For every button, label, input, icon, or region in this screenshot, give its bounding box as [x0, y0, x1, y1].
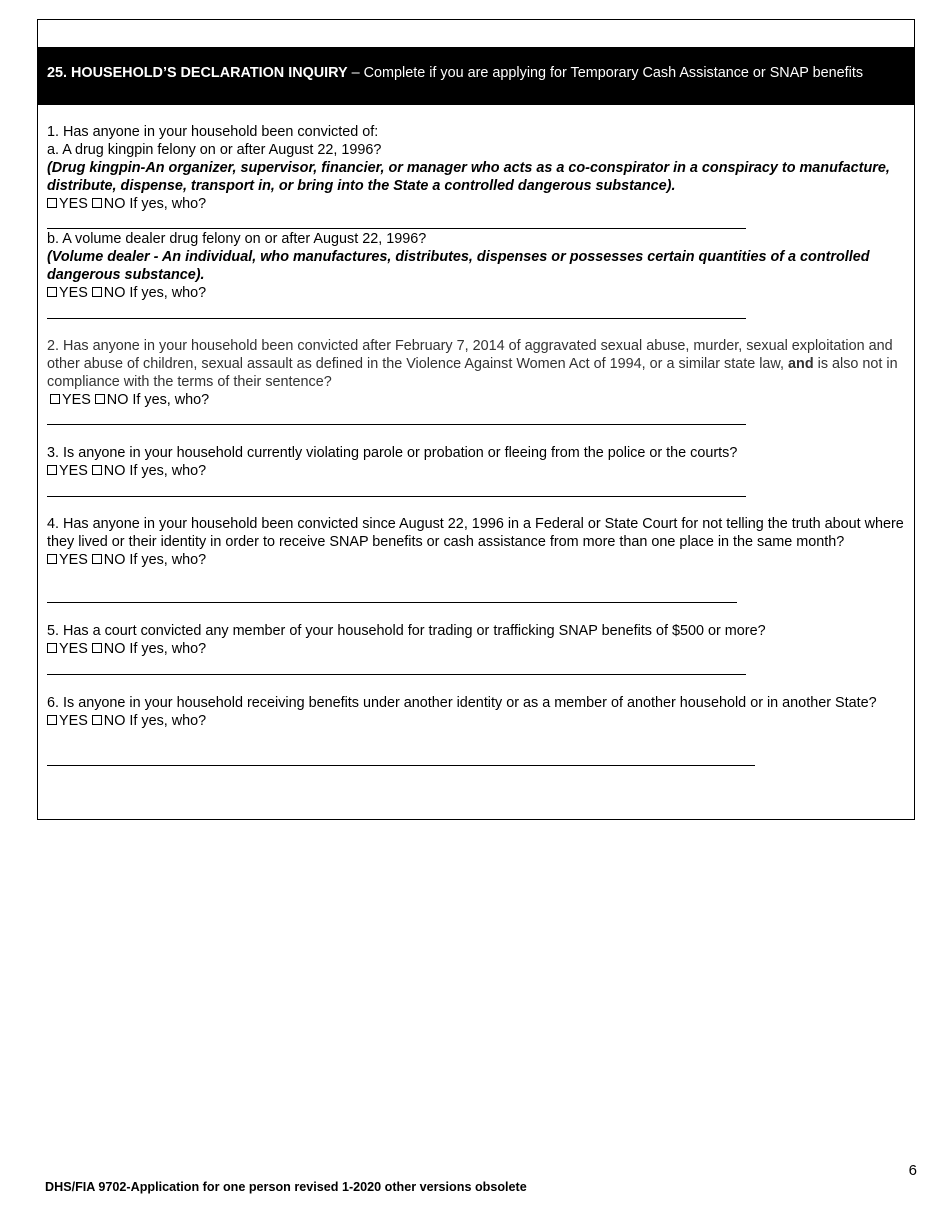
yes-label: YES [59, 713, 88, 729]
no-label: NO [103, 285, 126, 301]
if-yes-label: If yes, who? [132, 392, 210, 408]
form-footer: DHS/FIA 9702-Application for one person revised 1-2020 other versions obsolete [45, 1180, 527, 1194]
no-label: NO [106, 392, 129, 408]
no-checkbox[interactable] [92, 715, 102, 725]
yes-checkbox[interactable] [47, 554, 57, 564]
no-checkbox[interactable] [92, 287, 102, 297]
page-number: 6 [908, 1162, 917, 1179]
section-title: 25. HOUSEHOLD’S DECLARATION INQUIRY [47, 65, 348, 81]
no-checkbox[interactable] [92, 465, 102, 475]
question-1b-options [47, 284, 905, 302]
question-1a-text: a. A drug kingpin felony on or after August 22, 1996? [47, 142, 382, 158]
yes-checkbox[interactable] [47, 715, 57, 725]
answer-line-6[interactable] [47, 765, 755, 766]
no-label: NO [103, 713, 126, 729]
answer-line-1b[interactable] [47, 318, 746, 319]
question-1b-text: b. A volume dealer drug felony on or after August 22, 1996? [47, 231, 427, 247]
yes-checkbox[interactable] [47, 465, 57, 475]
question-2-text: 2. Has anyone in your household been convicted after February 7, 2014 of aggravated sexual abuse, murder, sexual exploitation and other abuse of children, sexual assault as defined in the Violence Against Women Act of 1994, or a similar state law, and is also not in compliance with the terms of their sentence? [47, 338, 898, 390]
no-label: NO [103, 552, 126, 568]
if-yes-label: If yes, who? [129, 463, 207, 479]
no-checkbox[interactable] [95, 394, 105, 404]
no-checkbox[interactable] [92, 554, 102, 564]
question-2 [47, 337, 905, 409]
no-label: NO [103, 463, 126, 479]
section-header [38, 47, 914, 105]
question-4-options [47, 551, 905, 569]
if-yes-label: If yes, who? [129, 641, 207, 657]
yes-label: YES [59, 285, 88, 301]
yes-label: YES [59, 641, 88, 657]
question-3-text: 3. Is anyone in your household currently violating parole or probation or fleeing from the police or the courts? [47, 445, 738, 461]
if-yes-label: If yes, who? [129, 552, 207, 568]
question-1a-options [47, 195, 905, 213]
answer-line-4[interactable] [47, 602, 737, 603]
question-1a-note: (Drug kingpin-An organizer, supervisor, financier, or manager who acts as a co-conspirator in a conspiracy to manufacture, distribute, dispense, transport in, or bring into the State a controlled dangerous substance). [47, 160, 890, 194]
yes-checkbox[interactable] [47, 643, 57, 653]
answer-line-1a[interactable] [47, 228, 746, 229]
section-subtitle: – Complete if you are applying for Temporary Cash Assistance or SNAP benefits [347, 65, 864, 81]
question-5-options [47, 640, 905, 658]
yes-label: YES [59, 463, 88, 479]
question-5 [47, 622, 905, 658]
if-yes-label: If yes, who? [129, 285, 207, 301]
question-5-text: 5. Has a court convicted any member of your household for trading or trafficking SNAP benefits of $500 or more? [47, 623, 766, 639]
question-1-text: 1. Has anyone in your household been convicted of: [47, 124, 379, 140]
yes-checkbox[interactable] [47, 198, 57, 208]
no-label: NO [103, 196, 126, 212]
question-1b-note: (Volume dealer - An individual, who manufactures, distributes, dispenses or possesses certain quantities of a controlled dangerous substance). [47, 249, 870, 283]
if-yes-label: If yes, who? [129, 713, 207, 729]
if-yes-label: If yes, who? [129, 196, 207, 212]
question-4-text: 4. Has anyone in your household been convicted since August 22, 1996 in a Federal or State Court for not telling the truth about where they lived or their identity in order to receive SNAP benefits or cash assistance from more than one place in the same month? [47, 516, 904, 550]
question-1a [47, 123, 905, 213]
yes-label: YES [59, 196, 88, 212]
question-1b [47, 230, 905, 302]
question-2-emphasis: and [788, 356, 814, 372]
no-checkbox[interactable] [92, 643, 102, 653]
no-checkbox[interactable] [92, 198, 102, 208]
answer-line-2[interactable] [47, 424, 746, 425]
question-3 [47, 444, 905, 480]
yes-label: YES [59, 552, 88, 568]
no-label: NO [103, 641, 126, 657]
yes-checkbox[interactable] [47, 287, 57, 297]
declaration-form [37, 19, 915, 820]
question-3-options [47, 462, 905, 480]
question-6-text: 6. Is anyone in your household receiving benefits under another identity or as a member of another household or in another State? [47, 695, 877, 711]
question-2-options [47, 391, 905, 409]
yes-label: YES [62, 392, 91, 408]
yes-checkbox[interactable] [50, 394, 60, 404]
question-6-options [47, 712, 905, 730]
answer-line-3[interactable] [47, 496, 746, 497]
question-6 [47, 694, 905, 730]
question-4 [47, 515, 905, 569]
answer-line-5[interactable] [47, 674, 746, 675]
